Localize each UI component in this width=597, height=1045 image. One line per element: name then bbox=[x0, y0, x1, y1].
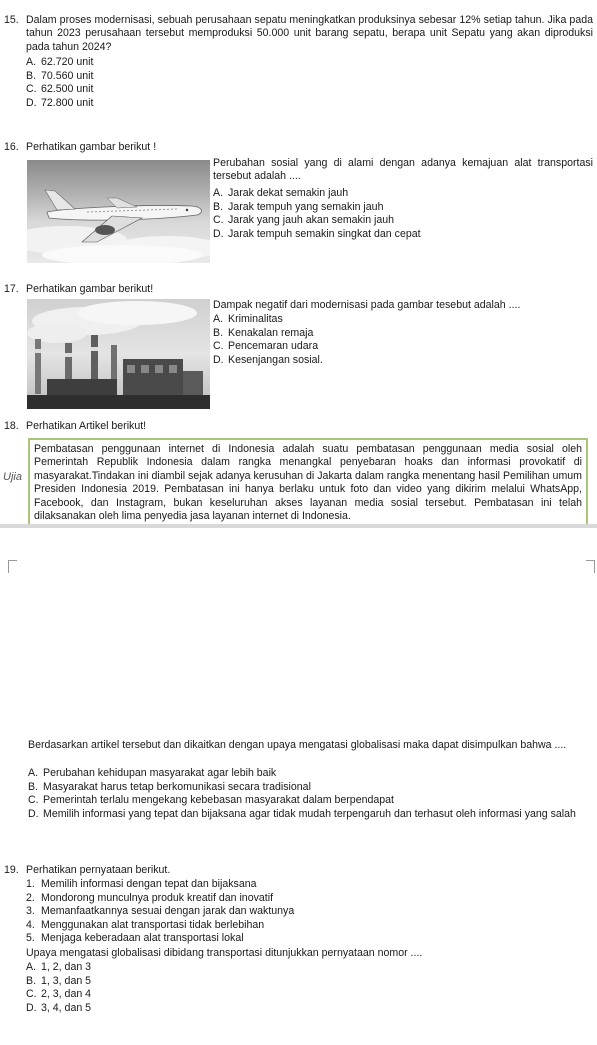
statement-3: 3. Memanfaatkannya sesuai dengan jarak dan waktunya bbox=[26, 905, 295, 918]
q15-number: 15. bbox=[4, 14, 19, 26]
q19-statements bbox=[26, 878, 294, 946]
q16-options bbox=[213, 187, 421, 241]
statement-5: 5. Menjaga keberadaan alat transportasi lokal bbox=[26, 932, 244, 945]
q17-prompt: Perhatikan gambar berikut! bbox=[26, 283, 154, 295]
airplane-photo bbox=[27, 160, 210, 263]
q17-option-b: B. Kenakalan remaja bbox=[213, 326, 314, 339]
q17-option-d: D. Kesenjangan sosial. bbox=[213, 353, 323, 366]
q16-number: 16. bbox=[4, 141, 19, 153]
scan-corner-left bbox=[8, 560, 17, 573]
statement-2: 2. Mondorong munculnya produk kreatif dan inovatif bbox=[26, 891, 274, 904]
q17-number: 17. bbox=[4, 283, 19, 295]
statement-1: 1. Memilih informasi dengan tepat dan bijaksana bbox=[26, 878, 257, 890]
q19-number: 19. bbox=[4, 864, 19, 876]
q18-option-d: Memilih informasi yang tepat dan bijaksana agar tidak mudah terpengaruh dan terhasut oleh informasi yang salah bbox=[43, 808, 576, 820]
q17-options bbox=[213, 313, 323, 367]
q15-option-d: D. 72.800 unit bbox=[26, 96, 94, 109]
factory-icon bbox=[27, 299, 210, 409]
q19-prompt: Perhatikan pernyataan berikut. bbox=[26, 864, 171, 876]
article-box: Pembatasan penggunaan internet di Indonesia adalah suatu pembatasan penggunaan media sosial oleh Pemerintah Republik Indonesia dalam rangka menangkal penyebaran hoaks dan informasi provokatif di masyarakat.Tindakan ini diambil sejak adanya kerusuhan di Jakarta dalam rangka menentang hasil Pemilihan umum Presiden Indonesia 2019. Pembatasan ini hanya berlaku untuk foto dan video yang dikirim melalui WhatsApp, Facebook, dan Instagram, bukan keseluruhan akses layanan media sosial tersebut. Pembatasan ini telah dilaksanakan oleh lima penyedia jasa layanan internet di Indonesia. bbox=[28, 438, 588, 526]
q18-options bbox=[28, 767, 394, 808]
q15-option-c: C. 62.500 unit bbox=[26, 83, 94, 96]
q16-question: Perubahan sosial yang di alami dengan adanya kemajuan alat transportasi tersebut adalah .... bbox=[213, 157, 593, 183]
q19-option-c: C. 2, 3, dan 4 bbox=[26, 988, 92, 1001]
q18-number: 18. bbox=[4, 420, 19, 432]
q18-option-d-letter: D. bbox=[28, 808, 39, 820]
q16-option-c: C. Jarak yang jauh akan semakin jauh bbox=[213, 214, 395, 227]
q15-text: Dalam proses modernisasi, sebuah perusahaan sepatu meningkatkan produksinya sebesar 12% setiap tahun. Jika pada tahun 2023 perusahaan tersebut memproduksi 50.000 unit barang sepatu, berapa unit Sepatu yang akan diproduksi pada tahun 2024? bbox=[26, 14, 593, 53]
q19-option-a: A. 1, 2, dan 3 bbox=[26, 961, 92, 973]
scan-corner-right bbox=[586, 560, 595, 573]
q18-question: Berdasarkan artikel tersebut dan dikaitkan dengan upaya mengatasi globalisasi maka dapat disimpulkan bahwa .... bbox=[28, 739, 567, 751]
statement-4: 4. Menggunakan alat transportasi tidak berlebihan bbox=[26, 918, 265, 931]
factory-photo bbox=[27, 299, 210, 409]
q16-option-a: A. Jarak dekat semakin jauh bbox=[213, 187, 349, 199]
q17-option-a: A. Kriminalitas bbox=[213, 313, 283, 325]
q15-option-a: A. 62.720 unit bbox=[26, 56, 94, 68]
q16-option-d: D. Jarak tempuh semakin singkat dan cepat bbox=[213, 227, 421, 240]
page-tear bbox=[0, 524, 597, 528]
q18-option-a: A. Perubahan kehidupan masyarakat agar lebih baik bbox=[28, 767, 277, 779]
q16-option-b: B. Jarak tempuh yang semakin jauh bbox=[213, 200, 384, 213]
side-label: Ujia bbox=[3, 471, 22, 483]
q18-prompt: Perhatikan Artikel berikut! bbox=[26, 420, 147, 432]
q19-option-d: D. 3, 4, dan 5 bbox=[26, 1001, 92, 1014]
q17-question: Dampak negatif dari modernisasi pada gambar tesebut adalah .... bbox=[213, 299, 521, 311]
q19-question: Upaya mengatasi globalisasi dibidang transportasi ditunjukkan pernyataan nomor .... bbox=[26, 947, 423, 959]
airplane-icon bbox=[27, 160, 210, 263]
q19-options bbox=[26, 961, 91, 1015]
q15-options bbox=[26, 56, 93, 110]
q16-prompt: Perhatikan gambar berikut ! bbox=[26, 141, 157, 153]
q15-option-b: B. 70.560 unit bbox=[26, 69, 94, 82]
q18-option-c: C. Pemerintah terlalu mengekang kebebasan masyarakat dalam berpendapat bbox=[28, 794, 394, 807]
q17-option-c: C. Pencemaran udara bbox=[213, 340, 319, 353]
q19-option-b: B. 1, 3, dan 5 bbox=[26, 974, 92, 987]
q18-option-b: B. Masyarakat harus tetap berkomunikasi secara tradisional bbox=[28, 780, 311, 793]
